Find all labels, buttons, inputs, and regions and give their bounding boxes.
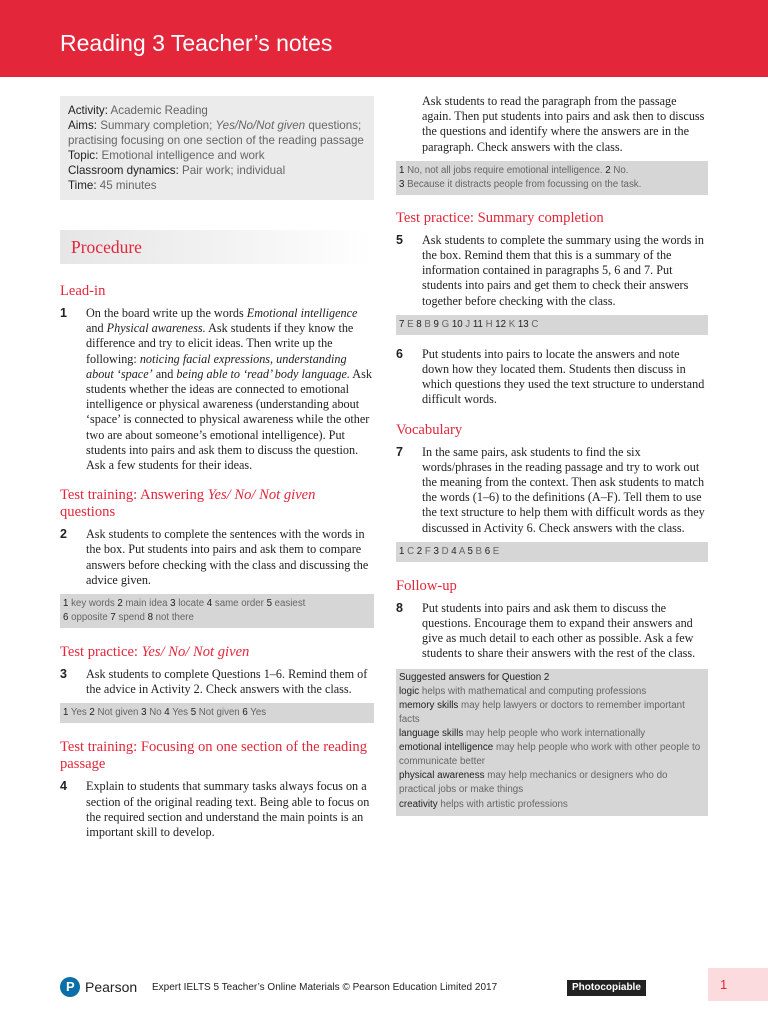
followup-heading: Follow-up	[396, 577, 457, 594]
step-3: 3 Ask students to complete Questions 1–6. Remind them of the advice in Activity 2. Check answers with the class.	[60, 667, 368, 697]
tt-ynng-heading: Test training: Answering Yes/ No/ Not given questions	[60, 487, 316, 521]
step-4: 4 Explain to students that summary tasks always focus on a section of the original reading text. Being able to focus on the required section and understand the main points is an important skill to develop.	[60, 779, 370, 840]
tp-summary-heading: Test practice: Summary completion	[396, 209, 604, 226]
answers-step-4: 1 No, not all jobs require emotional intelligence. 2 No. 3 Because it distracts people from focussing on the task.	[396, 161, 708, 195]
pearson-logo-icon: P	[60, 977, 80, 997]
step-8: 8 Put students into pairs and ask them to discuss the questions. Encourage them to expand their answers and give as much detail to each other as possible. Ask a few students to share their answers with the rest of the class.	[396, 600, 696, 661]
procedure-heading: Procedure	[60, 230, 374, 264]
answers-step-5: 7 E 8 B 9 G 10 J 11 H 12 K 13 C	[396, 315, 708, 335]
answers-step-3: 1 Yes 2 Not given 3 No 4 Yes 5 Not given 6 Yes	[60, 703, 374, 723]
step-4-continued: Ask students to read the paragraph from the passage again. Then put students into pairs and ask then to discuss the questions and identify where the answers are in the paragraph. Check answers with the class.	[422, 94, 705, 154]
suggested-item: logic helps with mathematical and computing professions	[399, 685, 647, 697]
answers-step-2: 1 key words 2 main idea 3 locate 4 same order 5 easiest 6 opposite 7 spend 8 not there	[60, 594, 374, 628]
dynamics-line: Classroom dynamics: Pair work; individual	[68, 164, 286, 177]
suggested-answers-box: Suggested answers for Question 2 logic helps with mathematical and computing professions memory skills may help lawyers or doctors to remember important facts language skills may help people who work internationally emotional intelligence may help people who work with other people to communicate better physical awareness may help mechanics or designers who do practical jobs or make things creativity helps with artistic professions	[396, 669, 708, 816]
page-title: Reading 3 Teacher’s notes	[60, 30, 333, 56]
step-7: 7 In the same pairs, ask students to find the six words/phrases in the reading passage and try to work out the meaning from the context. Then ask students to match the words (1–6) to the definitions (A–F). Tell them to use the text structure to help them with difficult words as they discussed in Activity 6. Check answers with the class.	[396, 444, 705, 535]
pearson-logo: P Pearson	[60, 976, 140, 1002]
suggested-item: language skills may help people who work internationally	[399, 728, 646, 740]
suggested-item: memory skills may help lawyers or doctors to remember important facts	[399, 699, 685, 725]
step-2: 2 Ask students to complete the sentences with the words in the box. Put students into pairs and ask them to compare answers before checking with the class and discussing the advice given.	[60, 527, 369, 587]
answers-step-7: 1 C 2 F 3 D 4 A 5 B 6 E	[396, 542, 708, 562]
time-line: Time: 45 minutes	[68, 179, 157, 192]
tp-ynng-heading: Test practice: Yes/ No/ Not given	[60, 644, 250, 661]
topic-line: Topic: Emotional intelligence and work	[68, 149, 265, 162]
tt-section-heading: Test training: Focusing on one section of the reading passage	[60, 739, 368, 773]
step-6: 6 Put students into pairs to locate the answers and note down how they located them. Students then discuss in which questions they used the text structure to understand difficult words.	[396, 346, 705, 407]
suggested-item: physical awareness may help mechanics or designers who do practical jobs or make things	[399, 770, 668, 796]
header-bar	[0, 0, 768, 77]
suggested-item: creativity helps with artistic professions	[399, 798, 568, 810]
right-column	[396, 94, 708, 816]
activity-line: Activity: Academic Reading	[68, 104, 208, 117]
left-column	[60, 96, 374, 840]
step-1: 1 On the board write up the words Emotional intelligence and Physical awareness. Ask students if they know the difference and try to elicit ideas. Then write up the following: noticing facial expressions, understanding about ‘space’ and being able to ‘read’ body language. Ask students whether the ideas are connected to emotional intelligence or physical awareness (understanding about ‘space’ is connected to physical awareness while the other two are about someone’s emotional intelligence). Put students into pairs and ask them to discuss the question. Ask a few students for their ideas.	[60, 306, 372, 473]
step-5: 5 Ask students to complete the summary using the words in the box. Remind them that this is a summary of the information contained in paragraphs 5, 6 and 7. Put students into pairs and get them to check their answers together before checking with the class.	[396, 232, 704, 308]
page-number: 1	[708, 968, 768, 1001]
copyright-text: Expert IELTS 5 Teacher’s Online Materials © Pearson Education Limited 2017	[152, 982, 498, 993]
suggested-item: emotional intelligence may help people who work with other people to communicate better	[399, 742, 701, 768]
activity-info-box	[60, 96, 374, 200]
photocopiable-badge: Photocopiable	[567, 980, 646, 996]
leadin-heading: Lead-in	[60, 283, 106, 299]
vocabulary-heading: Vocabulary	[396, 421, 463, 438]
aims-line: Aims: Summary completion; Yes/No/Not given questions; practising focusing on one section of the reading passage	[68, 119, 364, 147]
